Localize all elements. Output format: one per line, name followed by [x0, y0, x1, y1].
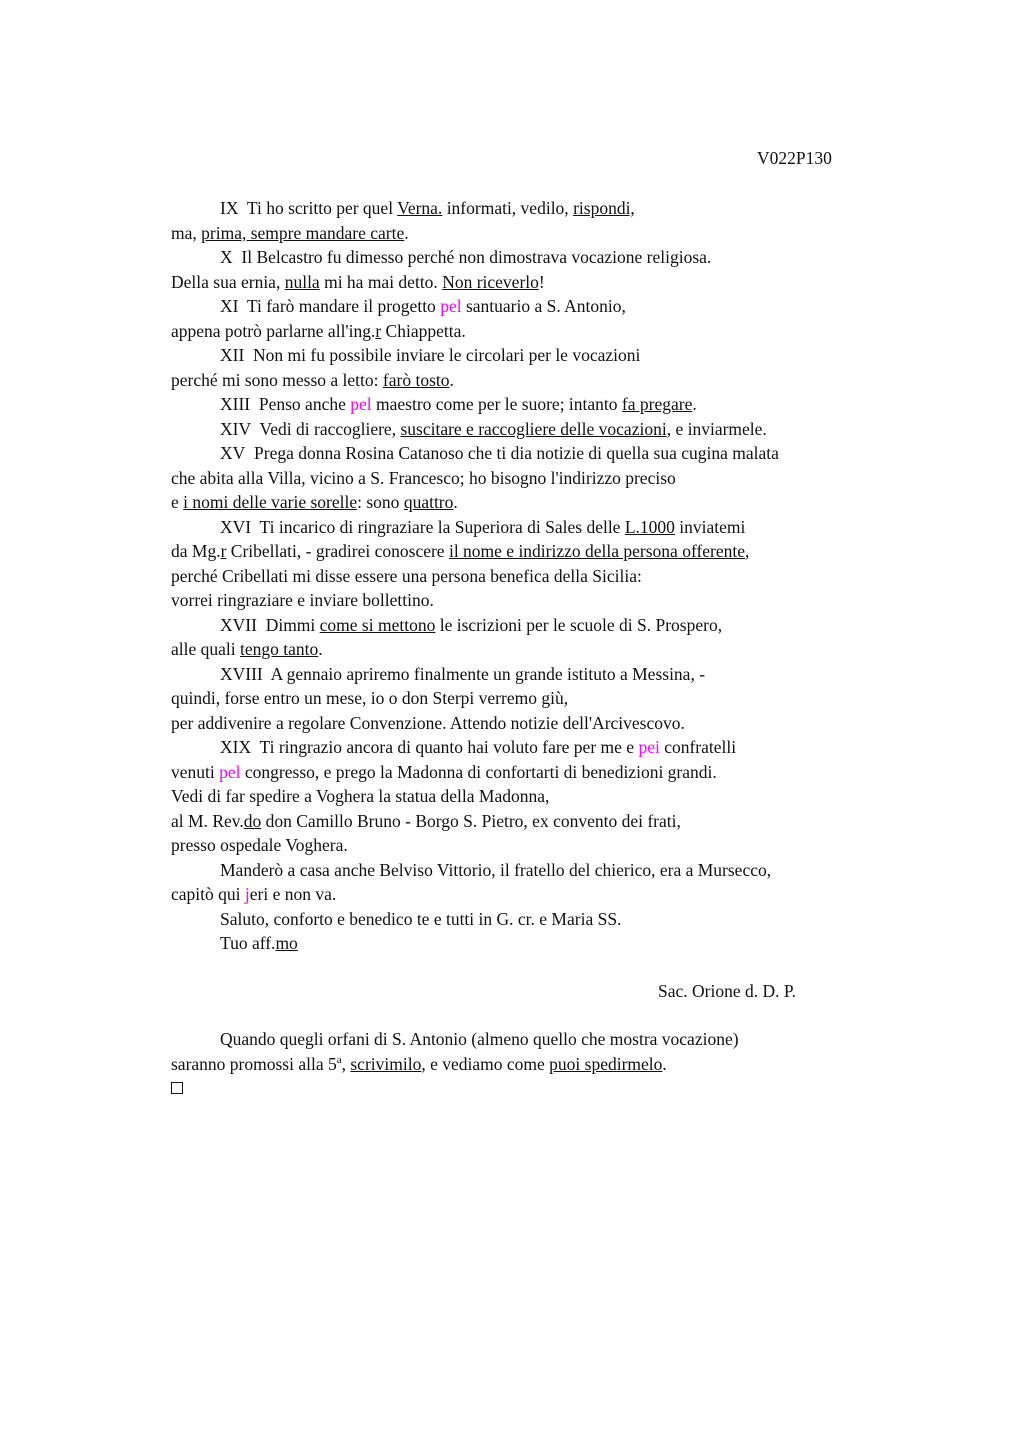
- paragraph-xiii-line-1: [171, 392, 911, 417]
- paragraph-number: XI: [220, 296, 239, 316]
- underlined-text: i nomi delle varie sorelle: [183, 492, 358, 512]
- text: Ti incarico di ringraziare la Superiora di Sales delle: [259, 516, 625, 537]
- paragraph-number: XVI: [220, 516, 252, 537]
- paragraph-number: XVII: [220, 614, 257, 635]
- text: .: [404, 222, 409, 243]
- paragraph-xviii-line-1: [171, 662, 911, 687]
- text: .: [453, 492, 458, 512]
- postscript-line-1: [171, 1027, 911, 1052]
- text: venuti: [171, 761, 220, 782]
- text: per addivenire a regolare Convenzione. Attendo notizie dell'Arcivescovo.: [171, 712, 685, 733]
- paragraph-x-line-2: [171, 270, 911, 295]
- signature: Sac. Orione d. D. P.: [658, 981, 797, 1001]
- paragraph-xix-line-2: [171, 760, 911, 785]
- underlined-text: farò tosto: [382, 369, 450, 390]
- closing-tuo: [171, 931, 911, 956]
- text: santuario a S. Antonio,: [461, 296, 626, 316]
- paragraph-xvi-line-1: [171, 515, 911, 540]
- text: capitò qui: [171, 884, 245, 904]
- text: Cribellati, - gradirei conoscere: [226, 541, 449, 561]
- underlined-text: r: [220, 541, 227, 561]
- paragraph-number: IX: [220, 198, 239, 218]
- text: al M. Rev.: [171, 810, 244, 831]
- postscript: [171, 1027, 911, 1101]
- letter-body: [171, 196, 911, 956]
- paragraph-number: XVIII: [220, 663, 263, 684]
- closing-greeting: [171, 907, 911, 932]
- underlined-text: fa pregare: [621, 394, 693, 414]
- underlined-text: Non riceverlo: [442, 271, 539, 292]
- text: le iscrizioni per le scuole di S. Prospero,: [435, 614, 723, 635]
- paragraph-ix-line-1: [171, 196, 911, 221]
- text: da Mg.: [171, 541, 221, 561]
- underlined-text: il nome e indirizzo della persona offerente: [448, 541, 746, 561]
- underlined-text: L.1000: [624, 516, 675, 537]
- text: perché mi sono messo a letto:: [171, 369, 383, 390]
- text: .: [662, 1053, 667, 1074]
- text: Ti ho scritto per quel: [246, 198, 398, 218]
- underlined-text: Verna.: [397, 198, 443, 218]
- paragraph-xii-line-1: [171, 343, 911, 368]
- underlined-text: scrivimilo: [350, 1053, 422, 1074]
- text: congresso, e prego la Madonna di confortarti di benedizioni grandi.: [240, 761, 717, 782]
- paragraph-number: XIX: [220, 737, 252, 757]
- paragraph-xix-line-1: [171, 735, 911, 760]
- text: Manderò a casa anche Belviso Vittorio, il fratello del chierico, era a Mursecco,: [220, 859, 772, 880]
- paragraph-xix-line-3: [171, 784, 911, 809]
- paragraph-xix-line-5: [171, 833, 911, 858]
- text: presso ospedale Voghera.: [171, 835, 348, 855]
- text: !: [538, 271, 545, 292]
- paragraph-number: XV: [220, 443, 246, 463]
- text: eri e non va.: [249, 884, 337, 904]
- paragraph-xv-line-2: [171, 466, 911, 491]
- underlined-text: suscitare e raccogliere delle vocazioni: [400, 418, 667, 439]
- paragraph-xii-line-2: [171, 368, 911, 393]
- text: Tuo aff.: [220, 933, 276, 953]
- paragraph-number: XIV: [220, 418, 252, 439]
- text: .: [318, 639, 323, 659]
- text: informati, vedilo,: [442, 198, 574, 218]
- text: confratelli: [659, 737, 737, 757]
- paragraph-xvi-line-2: [171, 539, 911, 564]
- text: saranno promossi alla 5: [171, 1053, 337, 1074]
- text: maestro come per le suore; intanto: [371, 394, 622, 414]
- text: che abita alla Villa, vicino a S. Francesco; ho bisogno l'indirizzo preciso: [171, 467, 676, 488]
- paragraph-xvii-line-1: [171, 613, 911, 638]
- text: Ti ringrazio ancora di quanto hai voluto fare per me e: [259, 737, 639, 757]
- superscript-text: a: [336, 1053, 342, 1066]
- text: Della sua ernia,: [171, 271, 285, 292]
- paragraph-xvii-line-2: [171, 637, 911, 662]
- end-marker-line: [171, 1076, 911, 1101]
- text: appena potrò parlarne all'ing.: [171, 320, 376, 341]
- text: ma,: [171, 222, 202, 243]
- text: inviatemi: [674, 516, 746, 537]
- underlined-text: r: [375, 320, 382, 341]
- underlined-text: rispondi,: [573, 198, 635, 218]
- paragraph-xi-line-1: [171, 294, 911, 319]
- text: Vedi di far spedire a Voghera la statua della Madonna,: [171, 786, 550, 806]
- paragraph-xx-line-2: [171, 882, 911, 907]
- paragraph-xv-line-3: [171, 490, 911, 515]
- text: Chiappetta.: [381, 320, 466, 341]
- text: Dimmi: [265, 614, 320, 635]
- highlighted-text: j: [244, 884, 250, 904]
- paragraph-number: XIII: [220, 394, 251, 414]
- text: Quando quegli orfani di S. Antonio (almeno quello che mostra vocazione): [220, 1029, 739, 1049]
- text: quindi, forse entro un mese, io o don Sterpi verremo giù,: [171, 688, 569, 708]
- text: perché Cribellati mi disse essere una persona benefica della Sicilia:: [171, 565, 642, 586]
- paragraph-xviii-line-2: [171, 686, 911, 711]
- paragraph-xvi-line-3: [171, 564, 911, 589]
- paragraph-ix-line-2: [171, 221, 911, 246]
- text: don Camillo Bruno - Borgo S. Pietro, ex convento dei frati,: [261, 810, 681, 831]
- underlined-text: prima, sempre mandare carte: [201, 222, 405, 243]
- text: Vedi di raccogliere,: [259, 418, 401, 439]
- paragraph-xiv-line-1: [171, 417, 911, 442]
- text: .: [449, 369, 454, 390]
- underlined-text: quattro: [403, 492, 454, 512]
- paragraph-xx-line-1: [171, 858, 911, 883]
- text: .: [692, 394, 697, 414]
- highlighted-text: pei: [638, 737, 660, 757]
- paragraph-xvi-line-4: [171, 588, 911, 613]
- text: vorrei ringraziare e inviare bollettino.: [171, 590, 434, 610]
- text: : sono: [357, 492, 404, 512]
- underlined-text: tengo tanto: [240, 639, 319, 659]
- underlined-text: nulla: [284, 271, 320, 292]
- text: A gennaio apriremo finalmente un grande istituto a Messina, -: [270, 663, 706, 684]
- text: Il Belcastro fu dimesso perché non dimostrava vocazione religiosa.: [241, 247, 712, 267]
- highlighted-text: pel: [219, 761, 241, 782]
- text: Saluto, conforto e benedico te e tutti in G. cr. e Maria SS.: [220, 908, 622, 929]
- paragraph-xix-line-4: [171, 809, 911, 834]
- underlined-text: puoi spedirmelo: [549, 1053, 663, 1074]
- text: Ti farò mandare il progetto: [246, 296, 441, 316]
- underlined-text: do: [243, 810, 262, 831]
- underlined-text: mo: [275, 933, 298, 953]
- text: ,: [745, 541, 750, 561]
- paragraph-xv-line-1: [171, 441, 911, 466]
- square-end-icon: [171, 1082, 183, 1094]
- text: Prega donna Rosina Catanoso che ti dia notizie di quella sua cugina malata: [254, 443, 779, 463]
- paragraph-number: X: [220, 247, 233, 267]
- page-identifier: V022P130: [757, 148, 832, 168]
- highlighted-text: pel: [350, 394, 372, 414]
- text: alle quali: [171, 639, 241, 659]
- text: ,: [341, 1053, 351, 1074]
- text: , e inviarmele.: [666, 418, 767, 439]
- paragraph-x-line-1: [171, 245, 911, 270]
- paragraph-xviii-line-3: [171, 711, 911, 736]
- text: , e vediamo come: [421, 1053, 550, 1074]
- postscript-line-2: [171, 1052, 911, 1077]
- text: e: [171, 492, 184, 512]
- underlined-text: come si mettono: [319, 614, 436, 635]
- text: Penso anche: [258, 394, 351, 414]
- highlighted-text: pel: [440, 296, 462, 316]
- text: mi ha mai detto.: [319, 271, 443, 292]
- paragraph-number: XII: [220, 345, 245, 365]
- paragraph-xi-line-2: [171, 319, 911, 344]
- text: Non mi fu possibile inviare le circolari per le vocazioni: [253, 345, 641, 365]
